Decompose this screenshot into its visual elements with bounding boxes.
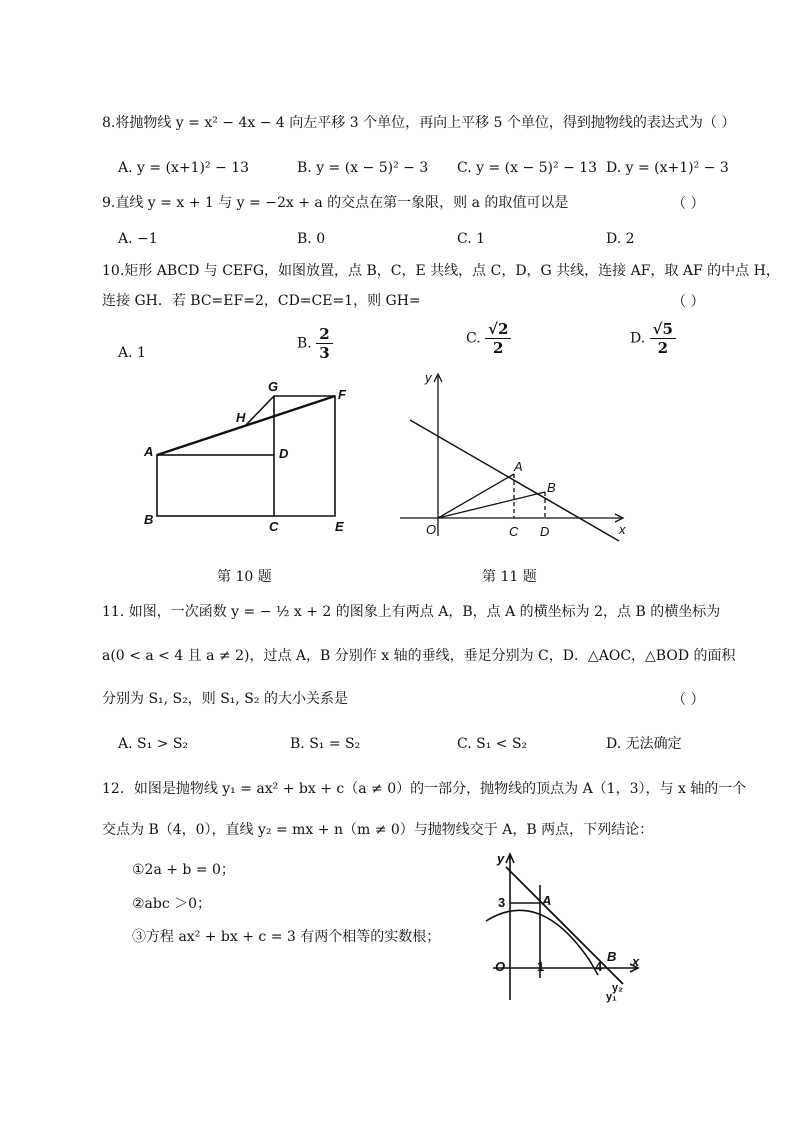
label-a: A [542, 893, 552, 908]
q8-option-b: B. y = (x − 5)² − 3 [297, 160, 429, 176]
label-x: x [632, 954, 640, 969]
line-graph [410, 420, 619, 541]
label-y: y [425, 370, 432, 385]
q12-line1: 12．如图是抛物线 y₁ = ax² + bx + c（a ≠ 0）的一部分，抛物线的顶点为 A（1，3），与 x 轴的一个 [102, 781, 747, 797]
q9-answer-paren: （ ） [672, 196, 705, 212]
q10-option-b: B. $\frac{2}{3}$ [297, 325, 333, 365]
label-h: H [236, 410, 246, 425]
q11-option-a: A. S₁ > S₂ [118, 736, 189, 752]
label-y: y [497, 851, 505, 866]
q8-option-d: D. y = (x+1)² − 3 [606, 160, 729, 176]
q11-figure [395, 368, 635, 543]
rect-abcd [157, 455, 274, 516]
q12-item-1: ①2a + b = 0； [132, 862, 235, 878]
q11-caption: 第 11 题 [482, 569, 537, 585]
q10-line1: 10.矩形 ABCD 与 CEFG，如图放置，点 B，C，E 共线，点 C，D，G 共线，连接 AF，取 AF 的中点 H， [102, 263, 780, 279]
q11-line3: 分别为 S₁, S₂，则 S₁, S₂ 的大小关系是 [102, 691, 348, 707]
q10-figure [135, 378, 360, 538]
q10-option-c-fraction: $\frac{√2}{2}$ [485, 320, 511, 357]
q10-option-b-fraction: $\frac{2}{3}$ [316, 325, 332, 362]
label-f: F [338, 387, 346, 402]
label-a: A [144, 444, 154, 459]
q9-option-c: C. 1 [457, 231, 486, 247]
label-o: O [495, 959, 506, 974]
q11-option-b: B. S₁ = S₂ [290, 736, 361, 752]
label-b: B [144, 512, 154, 527]
q9-option-a: A. −1 [118, 231, 158, 247]
label-three: 3 [498, 895, 506, 910]
label-e: E [335, 519, 344, 534]
label-x: x [619, 522, 626, 537]
q10-option-d-fraction: $\frac{√5}{2}$ [650, 320, 676, 357]
q12-figure [478, 845, 648, 1005]
q11-answer-paren: （ ） [672, 692, 705, 708]
q10-option-c: C. $\frac{√2}{2}$ [466, 320, 511, 360]
q9-text: 9.直线 y = x + 1 与 y = −2x + a 的交点在第一象限，则 a 的取值可以是 [102, 195, 569, 211]
label-y2: y₂ [612, 982, 624, 994]
q12-line2: 交点为 B（4，0），直线 y₂ = mx + n（m ≠ 0）与抛物线交于 A，B 两点，下列结论： [102, 822, 654, 838]
label-c: C [509, 524, 519, 539]
segment-af [157, 396, 335, 455]
label-b: B [607, 949, 617, 964]
q11-line2: a(0 < a < 4 且 a ≠ 2)，过点 A，B 分别作 x 轴的垂线，垂足分别为 C，D．△AOC，△BOD 的面积 [102, 648, 736, 664]
segment-oa [438, 474, 514, 518]
q8-option-c: C. y = (x − 5)² − 13 [457, 160, 598, 176]
label-g: G [268, 379, 279, 394]
q9-option-d: D. 2 [606, 231, 635, 247]
q12-item-2: ②abc ＞0； [132, 896, 212, 912]
label-d: D [279, 446, 289, 461]
label-c: C [269, 519, 279, 534]
label-b: B [547, 480, 556, 495]
q8-option-a: A. y = (x+1)² − 13 [118, 160, 250, 176]
q11-option-c: C. S₁ < S₂ [457, 736, 528, 752]
q10-line2: 连接 GH．若 BC=EF=2，CD=CE=1，则 GH= [102, 293, 421, 309]
q10-option-d: D. $\frac{√5}{2}$ [630, 320, 676, 360]
q9-option-b: B. 0 [297, 231, 326, 247]
q12-item-3: ③方程 ax² + bx + c = 3 有两个相等的实数根； [132, 929, 441, 945]
q11-option-d: D. 无法确定 [606, 736, 682, 752]
label-d: D [540, 524, 550, 539]
line-y2 [506, 867, 623, 984]
label-y1: y₁ [606, 991, 617, 1003]
label-one: 1 [537, 959, 545, 974]
q8-text: 8.将抛物线 y = x² − 4x − 4 向左平移 3 个单位，再向上平移 5 个单位，得到抛物线的表达式为（ ） [102, 115, 736, 131]
label-a: A [514, 459, 523, 474]
q10-option-a: A. 1 [118, 345, 146, 361]
label-o: O [426, 522, 437, 537]
q10-caption: 第 10 题 [217, 569, 272, 585]
q10-answer-paren: （ ） [672, 294, 705, 310]
q11-line1: 11. 如图，一次函数 y = − ½ x + 2 的图象上有两点 A，B，点 A 的横坐标为 2，点 B 的横坐标为 [102, 604, 721, 620]
segment-ob [438, 492, 545, 518]
label-four: 4 [595, 959, 603, 974]
